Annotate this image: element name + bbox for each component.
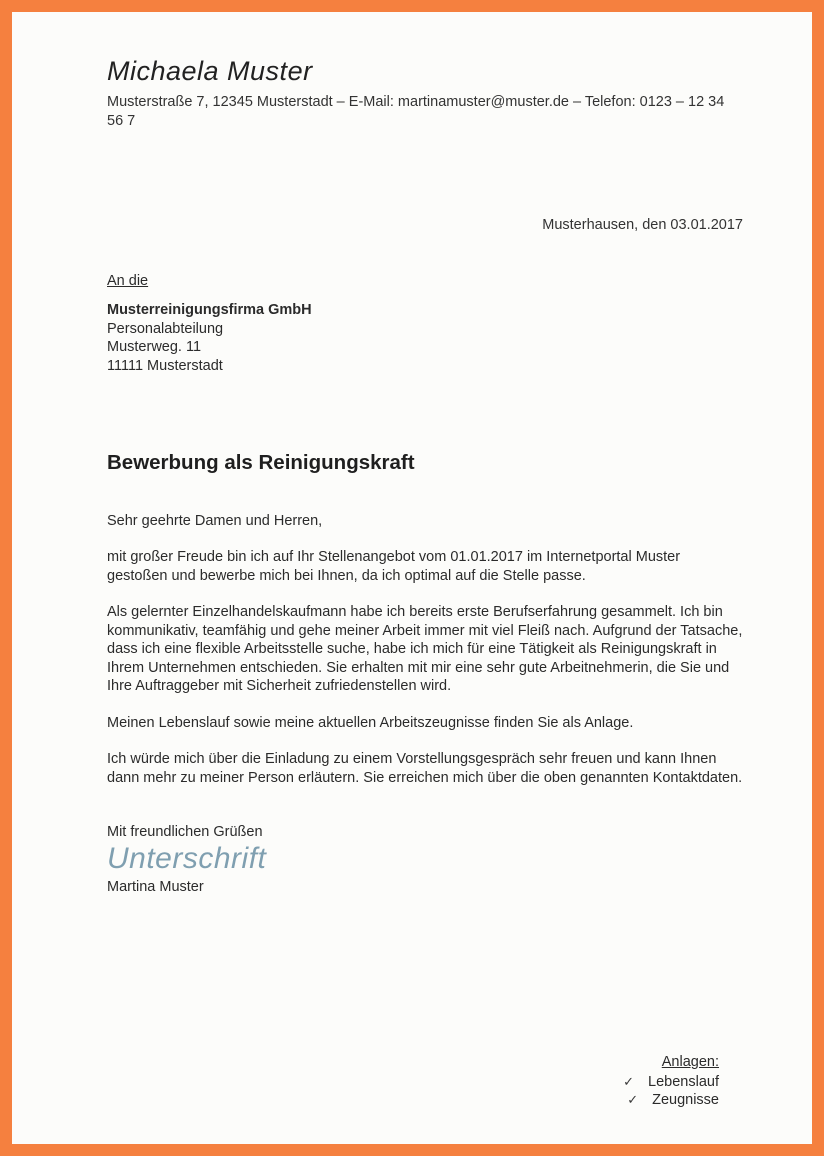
attachments-title: Anlagen: — [661, 1054, 719, 1070]
sender-name: Michaela Muster — [107, 56, 313, 86]
letter-content — [12, 56, 743, 896]
checkmark-icon: ✓ — [627, 1092, 639, 1107]
closing-regards: Mit freundlichen Grüßen — [107, 824, 263, 840]
attachment-item — [623, 1091, 719, 1110]
recipient-department: Personalabteilung — [107, 320, 224, 337]
signed-name: Martina Muster — [107, 878, 204, 895]
body-paragraph: Als gelernter Einzelhandelskaufmann habe ich bereits erste Berufserfahrung gesammelt. Ich bin kommunikativ, teamfähig und gehe meiner Arbeit immer mit viel Fleiß nach. Aufgrund der Tatsache, dass ich eine flexible Arbeitsstelle suche, habe ich mich für eine Tätigkeit als Reinigungskraft in Ihrem Unternehmen entschieden. Sie erhalten mit mir eine sehr gute Arbeitnehmerin, die Sie und Ihre Auftraggeber mit Sicherheit zufriedenstellen wird. — [107, 604, 743, 694]
greeting: Sehr geehrte Damen und Herren, — [107, 512, 323, 529]
recipient-block — [107, 272, 743, 376]
attachment-label: Zeugnisse — [652, 1092, 719, 1108]
date-line: Musterhausen, den 03.01.2017 — [542, 217, 743, 233]
recipient-street: Musterweg. 11 — [107, 339, 202, 355]
recipient-company: Musterreinigungsfirma GmbH — [107, 302, 312, 318]
sender-contact-line: Musterstraße 7, 12345 Musterstadt – E-Mail: martinamuster@muster.de – Telefon: 0123 – 12 34 56 7 — [107, 94, 725, 129]
body-paragraph: Ich würde mich über die Einladung zu einem Vorstellungsgespräch sehr freuen und kann Ihnen dann mehr zu meiner Person erläutern. Sie erreichen mich über die oben genannten Kontaktdaten. — [107, 751, 743, 786]
attachment-label: Lebenslauf — [648, 1073, 719, 1090]
recipient-city: 11111 Musterstadt — [107, 357, 223, 374]
subject-line: Bewerbung als Reinigungskraft — [107, 451, 415, 474]
body-paragraph: mit großer Freude bin ich auf Ihr Stellenangebot vom 01.01.2017 im Internetportal Muster gestoßen und bewerbe mich bei Ihnen, da ich optimal auf die Stelle passe. — [107, 549, 681, 584]
recipient-intro: An die — [107, 272, 149, 289]
sender-header — [107, 56, 743, 130]
attachments-block — [623, 1053, 719, 1110]
signature-text: Unterschrift — [107, 841, 267, 875]
attachment-item — [623, 1073, 719, 1092]
body-paragraph: Meinen Lebenslauf sowie meine aktuellen Arbeitszeugnisse finden Sie als Anlage. — [107, 714, 634, 731]
checkmark-icon: ✓ — [623, 1073, 635, 1089]
